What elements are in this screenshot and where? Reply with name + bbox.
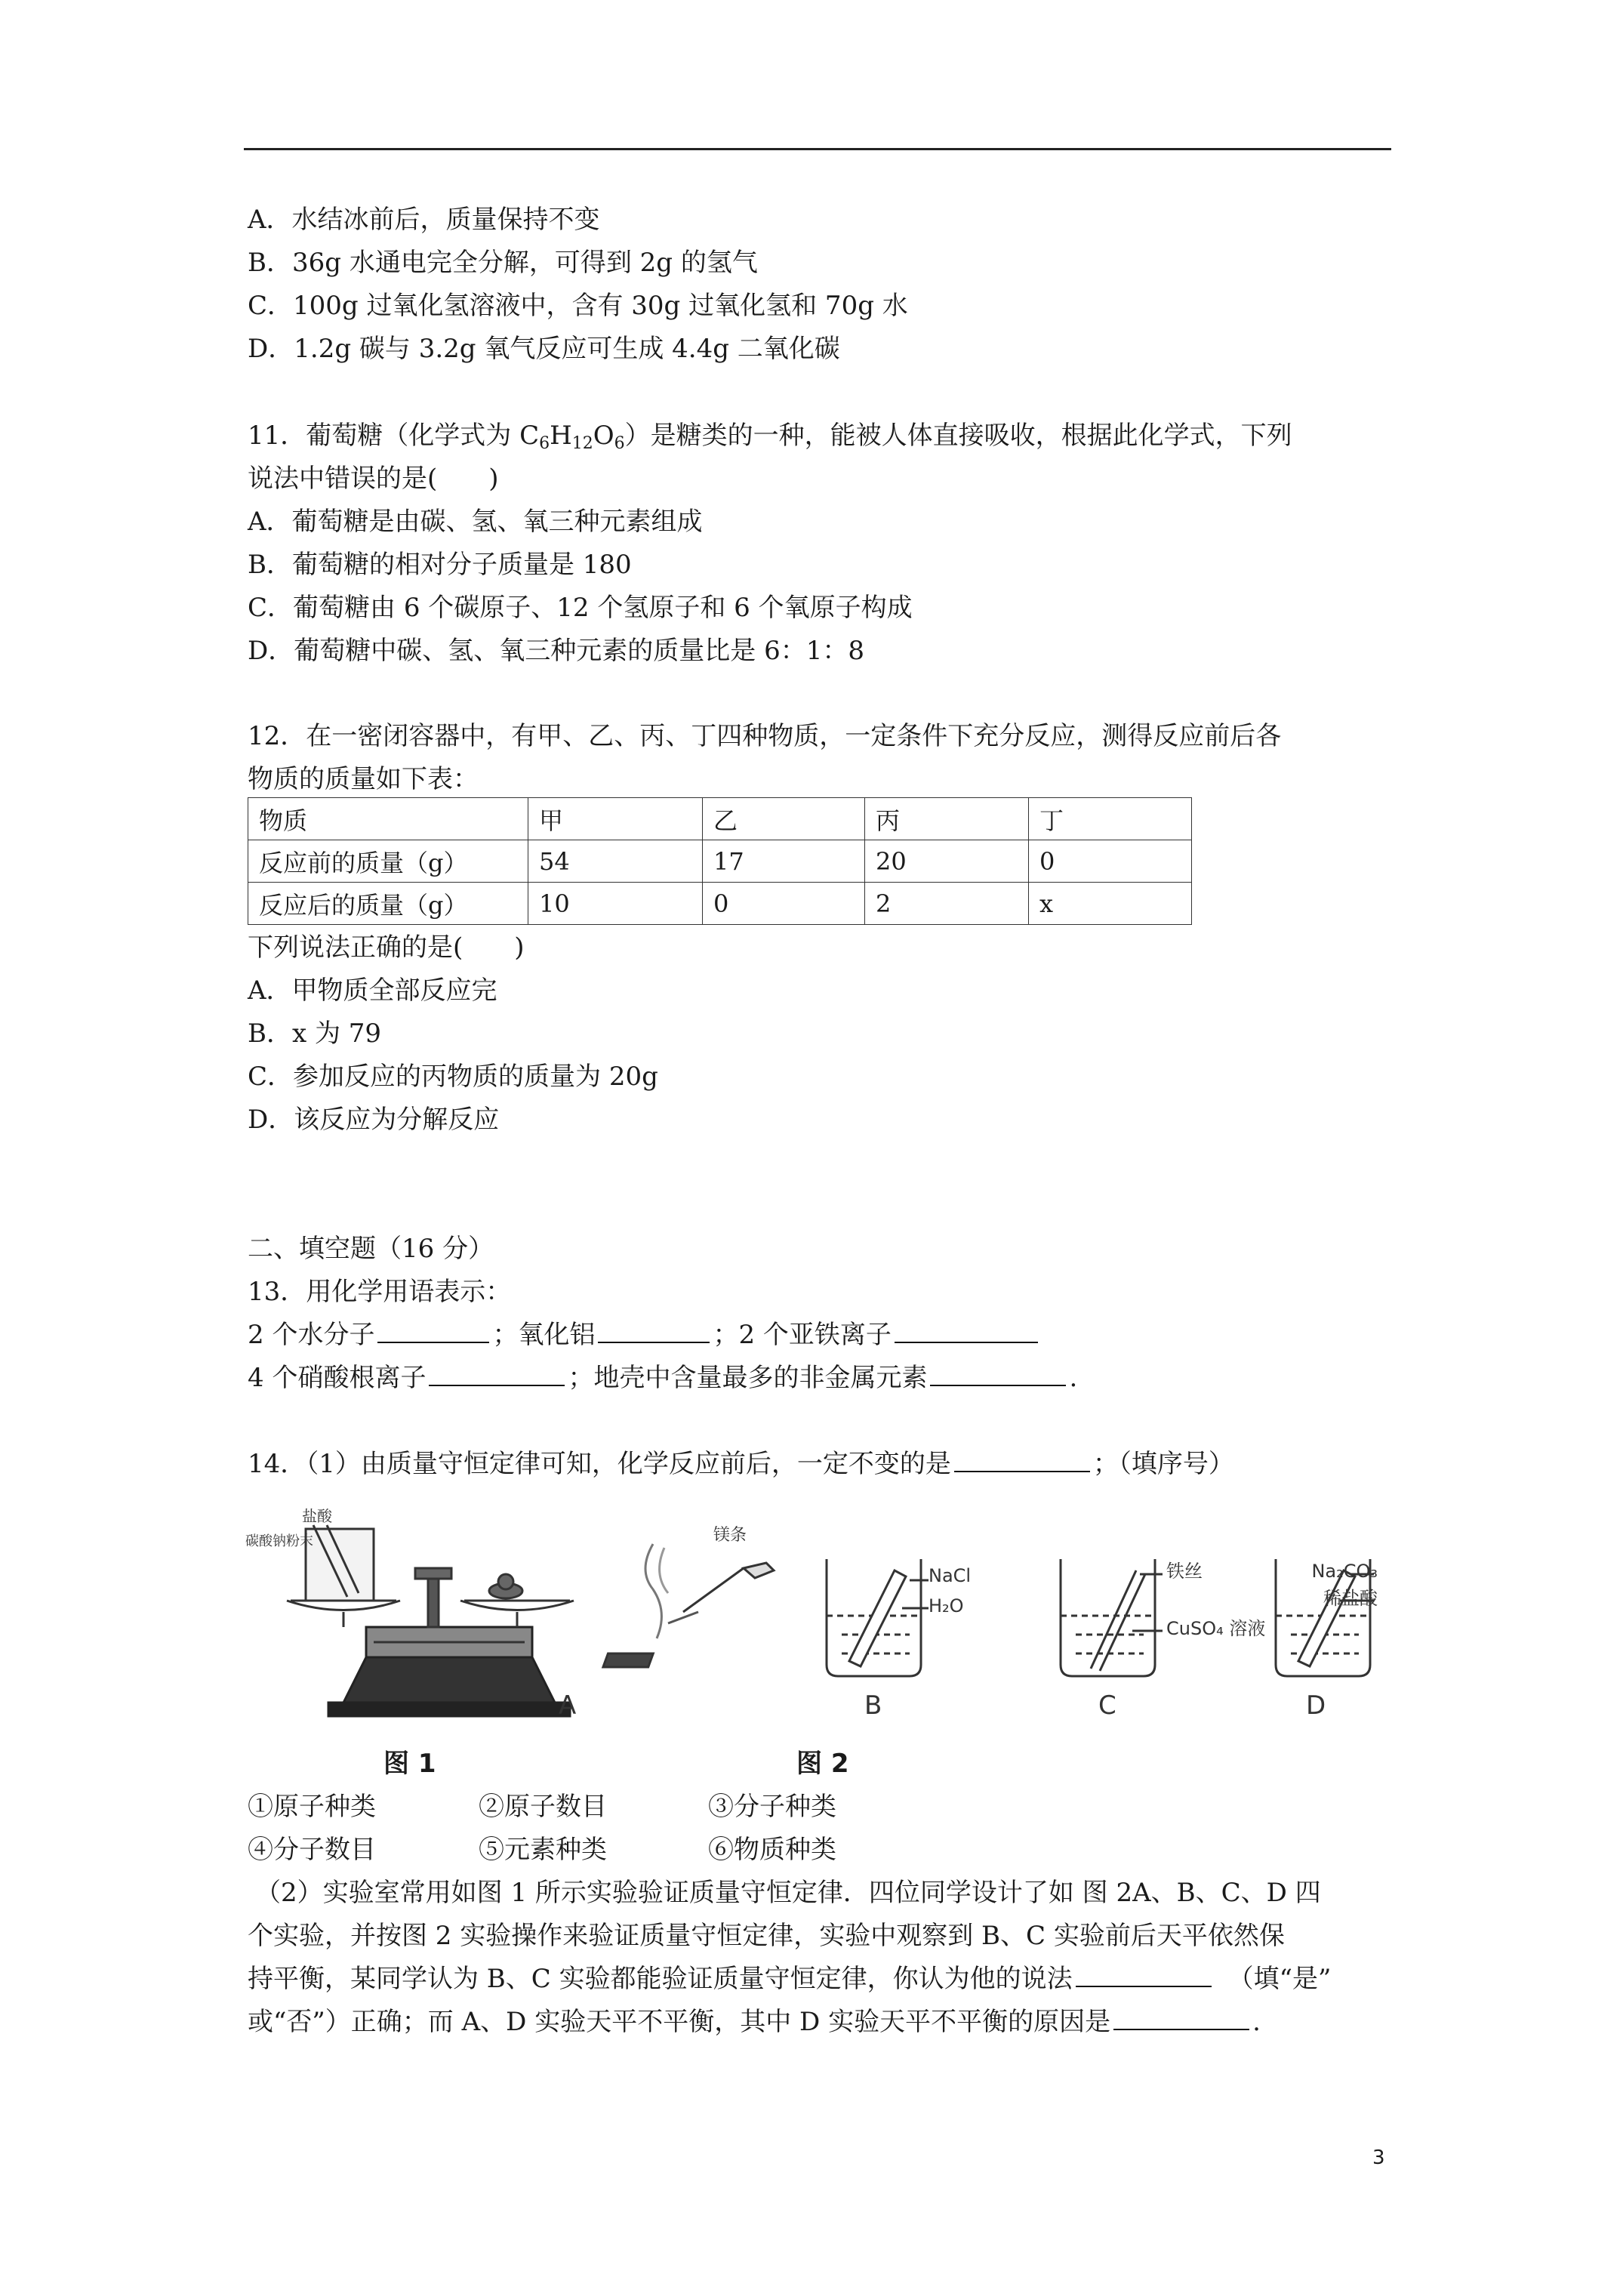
q14-p2-line4: 或“否”）正确；而 A、D 实验天平不平衡，其中 D 实验天平不平衡的原因是 . — [248, 2005, 1261, 2039]
page-number: 3 — [1372, 2147, 1385, 2169]
q12-option-a: A．甲物质全部反应完 — [248, 975, 497, 1006]
q13-line1: 2 个水分子 ；氧化铝 ；2 个亚铁离子 — [248, 1318, 1041, 1352]
label-na2co3: Na₂CO₃ — [1311, 1561, 1378, 1582]
q11-option-a: A．葡萄糖是由碳、氢、氧三种元素组成 — [248, 507, 703, 537]
q12-mass-table — [248, 797, 1192, 925]
choice-6: ⑥物质种类 — [708, 1835, 836, 1865]
table-cell: 0 — [1029, 840, 1192, 883]
q10-option-c: C．100g 过氧化氢溶液中，含有 30g 过氧化氢和 70g 水 — [248, 291, 908, 321]
q14-p2-line3: 持平衡，某同学认为 B、C 实验都能验证质量守恒定律，你认为他的说法 （填“是” — [248, 1962, 1331, 1996]
experiment-figure — [245, 1499, 1378, 1725]
choice-4: ④分子数目 — [248, 1835, 376, 1865]
label-h2o: H₂O — [929, 1595, 964, 1616]
label-d: D — [1306, 1690, 1326, 1721]
q12-stem-line2: 物质的质量如下表： — [248, 764, 479, 794]
table-cell: 反应前的质量（g） — [248, 840, 528, 883]
table-cell: 反应后的质量（g） — [248, 883, 528, 925]
balance-icon — [287, 1525, 574, 1716]
answer-blank[interactable] — [1113, 2005, 1249, 2030]
table-row — [248, 798, 1192, 840]
q10-option-d: D．1.2g 碳与 3.2g 氧气反应可生成 4.4g 二氧化碳 — [248, 334, 840, 364]
answer-blank[interactable] — [377, 1318, 489, 1343]
answer-blank[interactable] — [954, 1447, 1090, 1472]
choice-1: ①原子种类 — [248, 1792, 376, 1822]
table-cell: 20 — [865, 840, 1029, 883]
choice-5: ⑤元素种类 — [479, 1835, 607, 1865]
label-nacl: NaCl — [929, 1565, 972, 1586]
q10-option-a: A．水结冰前后，质量保持不变 — [248, 205, 600, 235]
table-cell: 物质 — [248, 798, 528, 840]
beaker-b-icon — [827, 1559, 929, 1676]
q12-option-b: B．x 为 79 — [248, 1019, 382, 1049]
q11-option-b: B．葡萄糖的相对分子质量是 180 — [248, 550, 632, 580]
label-na2co3-powder: 碳酸钠粉末 — [245, 1533, 313, 1549]
table-cell: 丁 — [1029, 798, 1192, 840]
q14-line1: 14．（1）由质量守恒定律可知，化学反应前后，一定不变的是 ；（填序号） — [248, 1447, 1234, 1481]
label-mg: 镁条 — [713, 1526, 747, 1545]
answer-blank[interactable] — [598, 1318, 710, 1343]
q11-option-d: D．葡萄糖中碳、氢、氧三种元素的质量比是 6：1：8 — [248, 636, 864, 666]
label-hcl: 盐酸 — [302, 1507, 332, 1525]
label-cuso4: CuSO₄ 溶液 — [1166, 1618, 1266, 1639]
section-title: 二、填空题（16 分） — [248, 1234, 494, 1264]
answer-blank[interactable] — [930, 1361, 1066, 1386]
magnesium-burning-icon — [603, 1544, 774, 1667]
header-rule — [244, 148, 1391, 150]
table-cell: 丙 — [865, 798, 1029, 840]
q13-title: 13．用化学用语表示： — [248, 1277, 512, 1307]
table-row — [248, 883, 1192, 925]
table-cell: 乙 — [703, 798, 865, 840]
q12-option-d: D．该反应为分解反应 — [248, 1105, 500, 1135]
table-cell: 54 — [528, 840, 703, 883]
q11-stem-line1: 11．葡萄糖（化学式为 $C_6H_{12}O_6$）是糖类的一种，能被人体直接吸收，根据此化学式，下列 — [248, 421, 1292, 453]
fig2-caption: 图 2 — [796, 1749, 849, 1779]
label-b: B — [864, 1690, 882, 1721]
q14-p2-line1: （2）实验室常用如图 1 所示实验验证质量守恒定律．四位同学设计了如 图 2A、B、C、D 四 — [255, 1878, 1321, 1908]
answer-blank[interactable] — [429, 1361, 565, 1386]
q12-stem-line3: 下列说法正确的是( ) — [248, 932, 525, 963]
answer-blank[interactable] — [1076, 1962, 1212, 1987]
q14-p2-line2: 个实验，并按图 2 实验操作来验证质量守恒定律，实验中观察到 B、C 实验前后天平依然保 — [248, 1921, 1285, 1951]
q10-option-b: B．36g 水通电完全分解，可得到 2g 的氢气 — [248, 248, 758, 278]
q12-option-c: C．参加反应的丙物质的质量为 20g — [248, 1062, 658, 1092]
q12-stem-line1: 12．在一密闭容器中，有甲、乙、丙、丁四种物质，一定条件下充分反应，测得反应前后各 — [248, 721, 1282, 751]
q11-stem-line2: 说法中错误的是( ) — [248, 464, 499, 494]
table-cell: 甲 — [528, 798, 703, 840]
fig1-caption: 图 1 — [383, 1749, 436, 1779]
table-cell: 10 — [528, 883, 703, 925]
label-dilute-hcl: 稀盐酸 — [1323, 1588, 1378, 1609]
q11-option-c: C．葡萄糖由 6 个碳原子、12 个氢原子和 6 个氧原子构成 — [248, 593, 913, 623]
table-cell: 17 — [703, 840, 865, 883]
label-fe: 铁丝 — [1166, 1561, 1203, 1582]
table-cell: 0 — [703, 883, 865, 925]
choice-3: ③分子种类 — [708, 1792, 836, 1822]
table-cell: 2 — [865, 883, 1029, 925]
label-a: A — [559, 1690, 577, 1721]
table-row — [248, 840, 1192, 883]
label-c: C — [1098, 1690, 1116, 1721]
table-cell: x — [1029, 883, 1192, 925]
q13-line2: 4 个硝酸根离子 ；地壳中含量最多的非金属元素 . — [248, 1361, 1077, 1395]
answer-blank[interactable] — [895, 1318, 1038, 1343]
beaker-c-icon — [1061, 1559, 1163, 1676]
choice-2: ②原子数目 — [479, 1792, 607, 1822]
